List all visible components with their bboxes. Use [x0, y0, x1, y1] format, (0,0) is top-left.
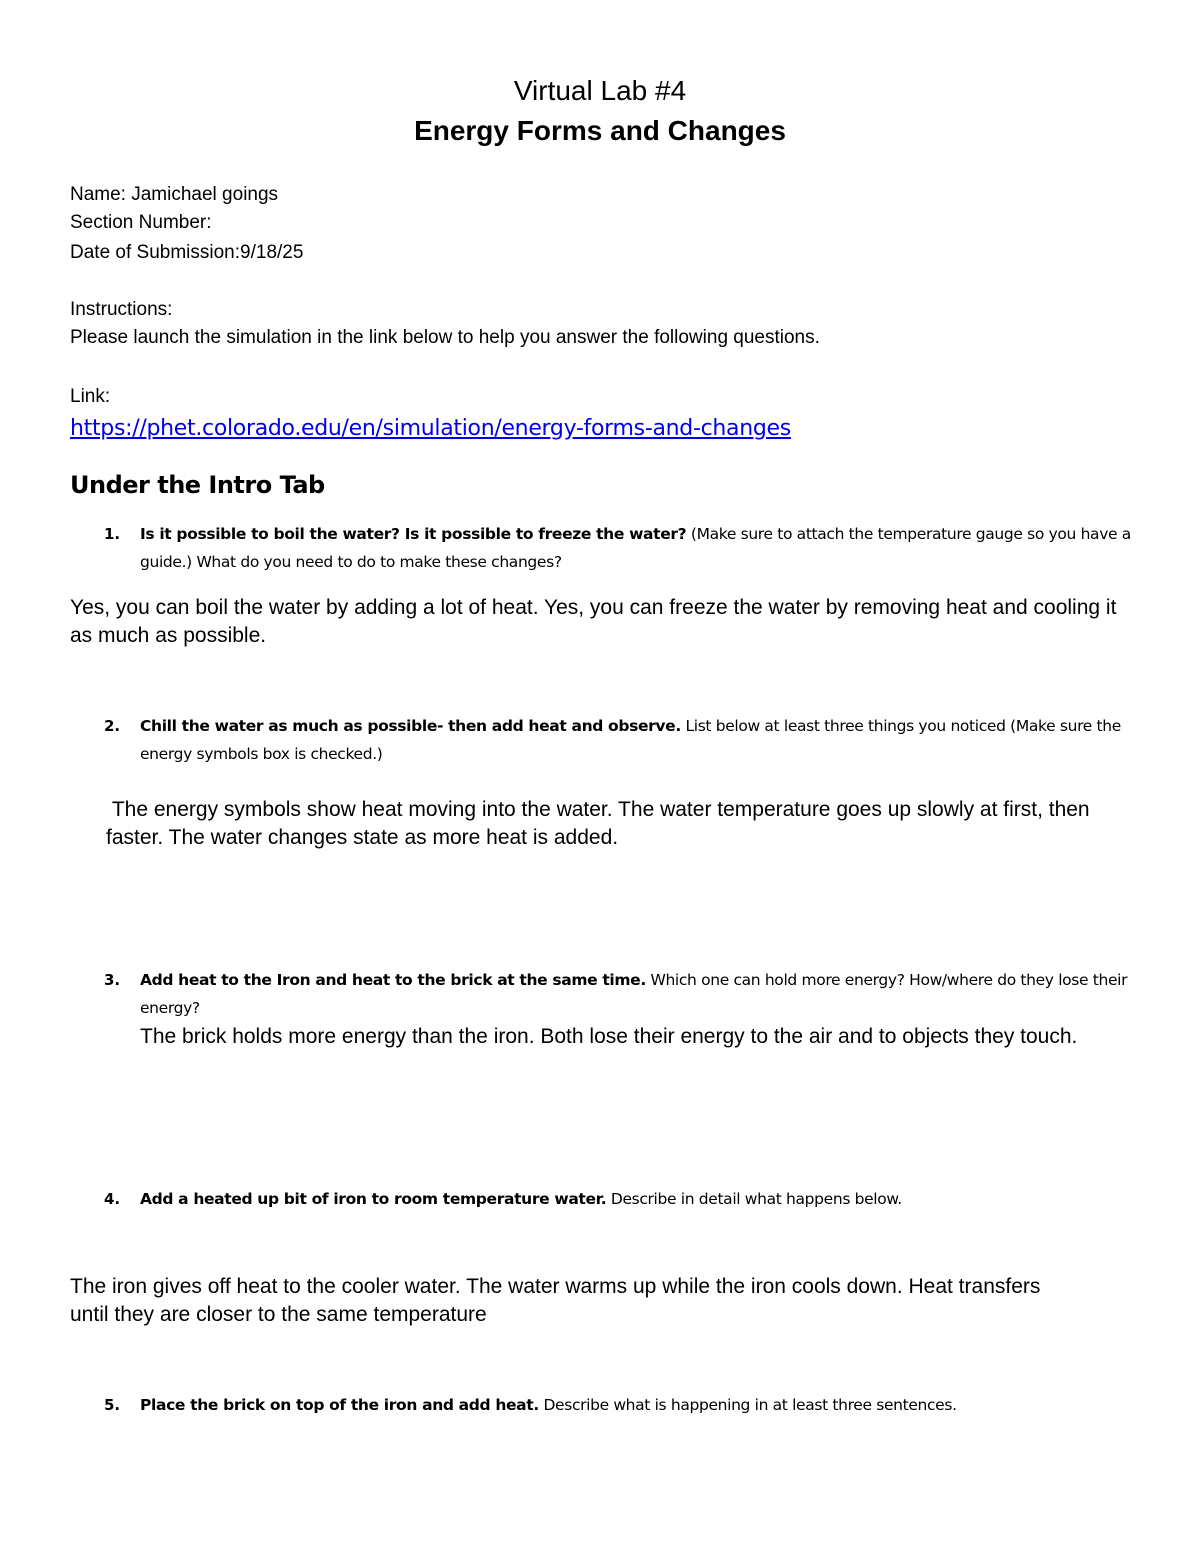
question-number: 3.	[104, 971, 121, 989]
question-2-normal: List below at least three things you noticed (Make sure the energy symbols box is checked.)	[140, 717, 1121, 763]
question-number: 5.	[104, 1396, 121, 1414]
question-4-normal: Describe in detail what happens below.	[606, 1190, 902, 1208]
document-title: Virtual Lab #4	[513, 75, 687, 106]
question-3-normal: Which one can hold more energy? How/where do they lose their energy?	[140, 971, 1128, 1017]
instructions-text: Please launch the simulation in the link below to help you answer the following questions.	[70, 327, 820, 348]
question-1-bold: Is it possible to boil the water? Is it possible to freeze the water?	[140, 525, 687, 543]
question-5-bold: Place the brick on top of the iron and add heat.	[140, 1396, 539, 1414]
question-2-bold: Chill the water as much as possible- then add heat and observe.	[140, 717, 681, 735]
answer-2[interactable]: The energy symbols show heat moving into the water. The water temperature goes up slowly at first, then faster. The water changes state as more heat is added.	[106, 798, 1096, 849]
question-5-normal: Describe what is happening in at least three sentences.	[538, 1396, 957, 1414]
section-number-field: Section Number:	[70, 212, 212, 233]
document-subtitle: Energy Forms and Changes	[414, 115, 786, 146]
question-2-text	[140, 712, 1140, 768]
name-field: Name: Jamichael goings	[70, 184, 279, 205]
question-1-text	[140, 520, 1140, 576]
instructions-label: Instructions:	[70, 299, 173, 320]
question-number: 4.	[104, 1190, 121, 1208]
question-3-bold: Add heat to the Iron and heat to the brick at the same time.	[140, 971, 646, 989]
section-heading: Under the Intro Tab	[70, 471, 325, 499]
question-3-text	[140, 966, 1140, 1022]
question-4-bold: Add a heated up bit of iron to room temperature water.	[140, 1190, 607, 1208]
question-4-text	[140, 1185, 1140, 1213]
question-number: 2.	[104, 717, 121, 735]
question-1-normal: (Make sure to attach the temperature gauge so you have a guide.) What do you need to do to make these changes?	[140, 525, 1131, 571]
answer-1[interactable]: Yes, you can boil the water by adding a lot of heat. Yes, you can freeze the water by removing heat and cooling it as much as possible.	[70, 596, 1117, 647]
submission-date-field: Date of Submission:9/18/25	[70, 242, 304, 263]
answer-4[interactable]: The iron gives off heat to the cooler water. The water warms up while the iron cools down. Heat transfers until they are closer to the same temperature	[70, 1275, 1041, 1326]
link-label: Link:	[70, 386, 111, 407]
question-number: 1.	[104, 525, 121, 543]
answer-3[interactable]: The brick holds more energy than the iron. Both lose their energy to the air and to objects they touch.	[140, 1025, 1078, 1048]
simulation-link[interactable]: https://phet.colorado.edu/en/simulation/energy-forms-and-changes	[70, 416, 791, 441]
question-5-text	[140, 1391, 1140, 1419]
